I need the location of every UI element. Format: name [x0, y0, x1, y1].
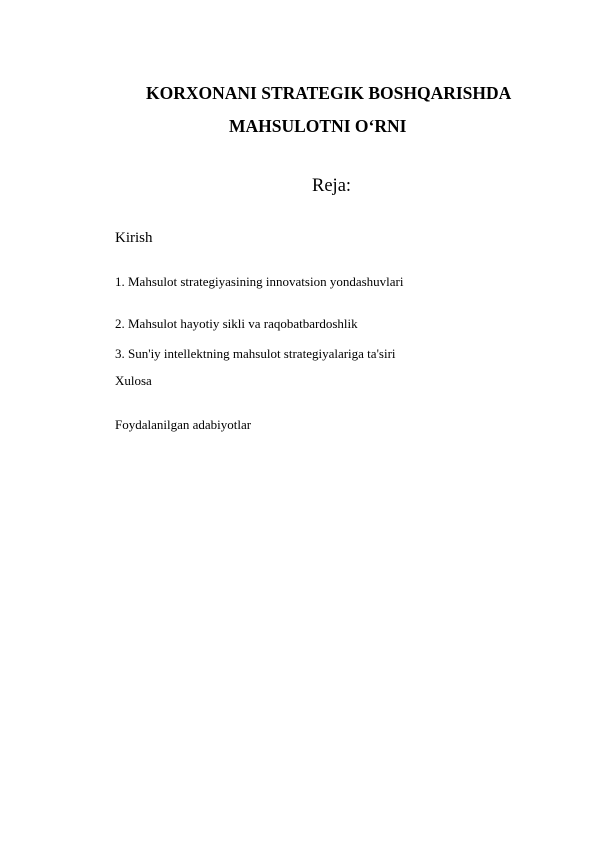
toc-item-3: 3. Sun'iy intellektning mahsulot strategiyalariga ta'siri: [115, 346, 396, 361]
toc-intro: Kirish: [115, 230, 153, 246]
document-title-line-2: MAHSULOTNI O‘RNI: [229, 116, 407, 136]
plan-heading: Reja:: [312, 176, 352, 196]
toc-item-conclusion: Xulosa: [115, 373, 152, 388]
toc-item-1: 1. Mahsulot strategiyasining innovatsion yondashuvlari: [115, 274, 404, 289]
toc-item-references: Foydalanilgan adabiyotlar: [115, 417, 252, 432]
document-title-line-1: KORXONANI STRATEGIK BOSHQARISHDA: [146, 83, 512, 103]
toc-item-2: 2. Mahsulot hayotiy sikli va raqobatbardoshlik: [115, 316, 358, 331]
